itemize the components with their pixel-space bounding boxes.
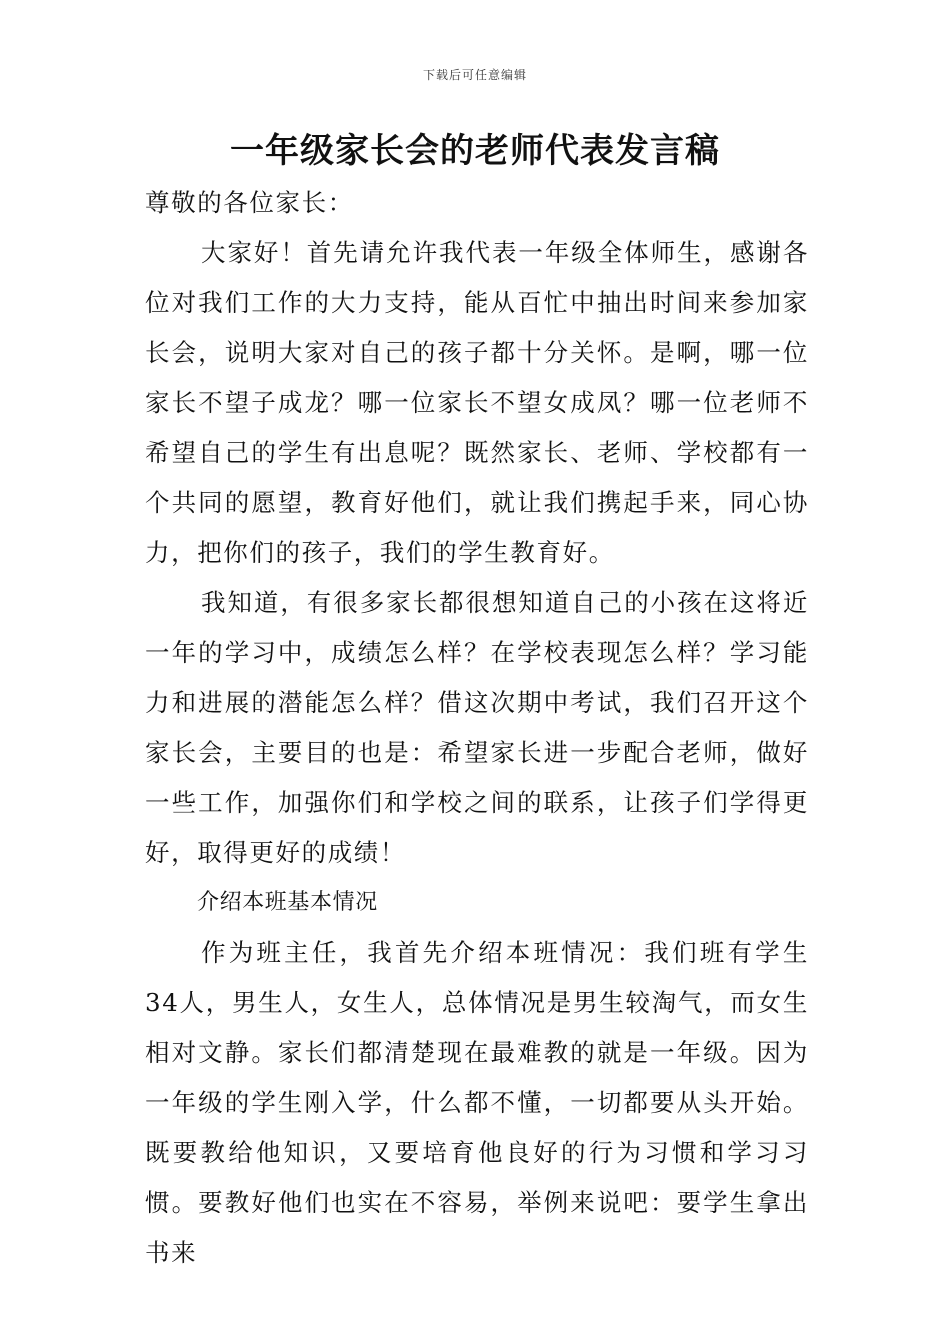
paragraph-greeting: 大家好！首先请允许我代表一年级全体师生，感谢各位对我们工作的大力支持，能从百忙中抽出时间来参加家长会，说明大家对自己的孩子都十分关怀。是啊，哪一位家长不望子成龙？哪一位家长不望女成凤？哪一位老师不希望自己的学生有出息呢？既然家长、老师、学校都有一个共同的愿望，教育好他们，就让我们携起手来，同心协力，把你们的孩子，我们的学生教育好。 xyxy=(145,238,809,567)
paragraph-class-info: 作为班主任，我首先介绍本班情况：我们班有学生34人，男生人，女生人，总体情况是男生较淘气，而女生相对文静。家长们都清楚现在最难教的就是一年级。因为一年级的学生刚入学，什么都不懂，一切都要从头开始。既要教给他知识，又要培育他良好的行为习惯和学习习惯。要教好他们也实在不容易，举例来说吧：要学生拿出书来 xyxy=(145,938,809,1267)
paragraph-purpose: 我知道，有很多家长都很想知道自己的小孩在这将近一年的学习中，成绩怎么样？在学校表现怎么样？学习能力和进展的潜能怎么样？借这次期中考试，我们召开这个家长会，主要目的也是：希望家长进一步配合老师，做好一些工作，加强你们和学校之间的联系，让孩子们学得更好，取得更好的成绩！ xyxy=(145,588,809,867)
document-body xyxy=(145,178,809,1278)
header-note: 下载后可任意编辑 xyxy=(422,68,527,82)
section-heading: 介绍本班基本情况 xyxy=(197,890,378,915)
document-title: 一年级家长会的老师代表发言稿 xyxy=(230,131,720,171)
salutation: 尊敬的各位家长： xyxy=(145,188,354,217)
